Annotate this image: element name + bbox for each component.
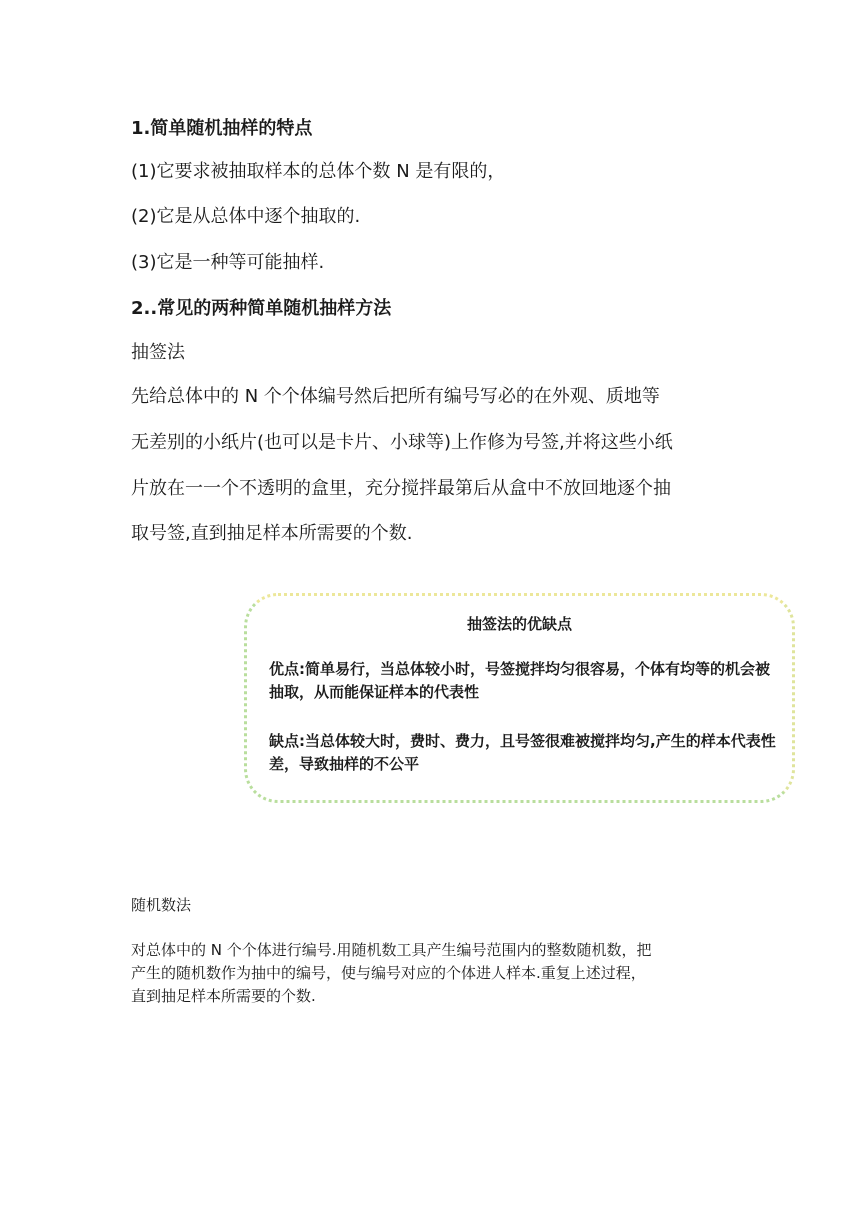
random-number-line-1: 对总体中的 N 个个体进行编号.用随机数工具产生编号范围内的整数随机数，把: [131, 941, 652, 959]
lottery-line-3: 片放在一一个不透明的盒里，充分搅拌最第后从盒中不放回地逐个抽: [131, 478, 671, 499]
pros-cons-callout: [244, 593, 795, 803]
lottery-line-4: 取号签,直到抽足样本所需要的个数.: [131, 523, 413, 544]
random-number-line-3: 直到抽足样本所需要的个数.: [131, 987, 316, 1005]
section1-item-3: (3)它是一种等可能抽样.: [131, 252, 325, 273]
lottery-title: 抽签法: [131, 342, 185, 363]
callout-pros: 优点:简单易行，当总体较小时，号签搅拌均匀很容易，个体有均等的机会被抽取，从而能保证样本的代表性: [269, 660, 771, 701]
lottery-line-2: 无差别的小纸片(也可以是卡片、小球等)上作修为号签,并将这些小纸: [131, 432, 673, 453]
random-number-line-2: 产生的随机数作为抽中的编号，使与编号对应的个体进人样本.重复上述过程，: [131, 964, 646, 982]
section2-heading: 2..常见的两种简单随机抽样方法: [131, 298, 392, 319]
callout-cons: 缺点:当总体较大时，费时、费力，且号签很难被搅拌均匀,产生的样本代表性差，导致抽样的不公平: [269, 732, 776, 773]
lottery-line-1: 先给总体中的 N 个个体编号然后把所有编号写必的在外观、质地等: [131, 386, 660, 407]
callout-title: 抽签法的优缺点: [466, 615, 572, 633]
random-number-title: 随机数法: [131, 896, 192, 914]
section1-item-2: (2)它是从总体中逐个抽取的.: [131, 206, 361, 227]
section1-heading: 1.简单随机抽样的特点: [131, 118, 313, 139]
section1-item-1: (1)它要求被抽取样本的总体个数 N 是有限的，: [131, 161, 506, 182]
